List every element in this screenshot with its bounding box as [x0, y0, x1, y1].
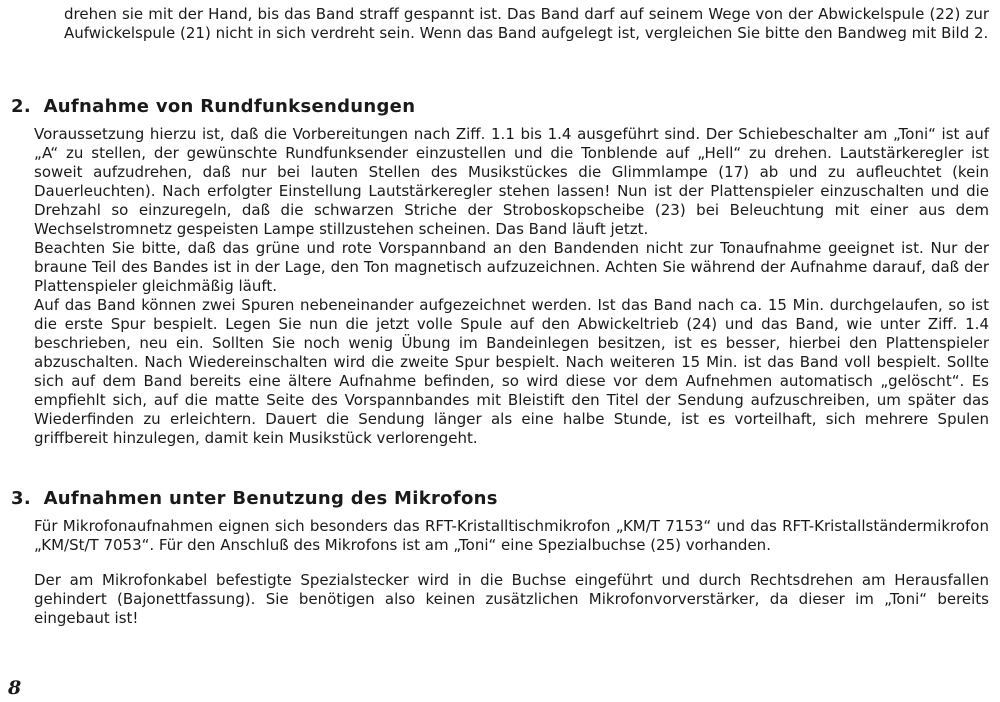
page-number: 8 [8, 677, 22, 699]
section-2-paragraph-3: Auf das Band können zwei Spuren nebeneinander aufgezeichnet werden. Ist das Band nach ca. 15 Min. durchgelaufen, so ist die erste Spur bespielt. Legen Sie nun die jetzt volle Spule auf den Abwickeltrieb (24) und das Band, wie unter Ziff. 1.4 beschrieben, neu ein. Sollten Sie noch wenig Übung im Bandeinlegen besitzen, ist es besser, hierbei den Plattenspieler abzuschalten. Nach Wiedereinschalten wird die zweite Spur bespielt. Nach weiteren 15 Min. ist das Band voll bespielt. Sollte sich auf dem Band bereits eine ältere Aufnahme befinden, so wird diese vor dem Aufnehmen automatisch „gelöscht“. Es empfiehlt sich, auf die matte Seite des Vorspannbandes mit Bleistift den Titel der Sendung aufzuschreiben, um später das Wiederfinden zu erleichtern. Dauert die Sendung länger als eine halbe Stunde, ist es vorteilhaft, sich mehrere Spulen griffbereit hinzulegen, damit kein Musikstück verlorengeht. [34, 296, 989, 447]
section-3-body-1 [34, 517, 989, 555]
section-3-number: 3. [11, 488, 31, 509]
section-3-paragraph-1: Für Mikrofonaufnahmen eignen sich besonders das RFT-Kristalltischmikrofon „KM/T 7153“ und das RFT-Kristallständermikrofon „KM/St/T 7053“. Für den Anschluß des Mikrofons ist am „Toni“ eine Spezialbuchse (25) vorhanden. [34, 517, 989, 554]
section-2-paragraph-1: Voraussetzung hierzu ist, daß die Vorbereitungen nach Ziff. 1.1 bis 1.4 ausgeführt sind. Der Schiebeschalter am „Toni“ ist auf „A“ zu stellen, der gewünschte Rundfunksender einzustellen und die Tonblende auf „Hell“ zu drehen. Lautstärkeregler ist soweit aufzudrehen, daß nur bei lauten Stellen des Musikstückes die Glimmlampe (17) ab und zu aufleuchtet (kein Dauerleuchten). Nach erfolgter Einstellung Lautstärkeregler stehen lassen! Nun ist der Plattenspieler einzuschalten und die Drehzahl so einzuregeln, daß die schwarzen Striche der Stroboskopscheibe (23) bei Beleuchtung mit einer aus dem Wechselstromnetz gespeisten Lampe stillzustehen scheinen. Das Band läuft jetzt. [34, 125, 989, 238]
intro-paragraph [64, 5, 989, 43]
section-3-heading [11, 488, 498, 510]
section-2-title: Aufnahme von Rundfunksendungen [43, 96, 416, 117]
section-2-number: 2. [11, 96, 31, 117]
section-3-paragraph-2: Der am Mikrofonkabel befestigte Spezialstecker wird in die Buchse eingeführt und durch Rechtsdrehen am Herausfallen gehindert (Bajonettfassung). Sie benötigen also keinen zusätzlichen Mikrofonvorverstärker, da dieser im „Toni“ bereits eingebaut ist! [34, 571, 989, 627]
section-3-title: Aufnahmen unter Benutzung des Mikrofons [43, 488, 498, 509]
section-2-paragraph-2: Beachten Sie bitte, daß das grüne und rote Vorspannband an den Bandenden nicht zur Tonaufnahme geeignet ist. Nur der braune Teil des Bandes ist in der Lage, den Ton magnetisch aufzuzeichnen. Achten Sie während der Aufnahme darauf, daß der Plattenspieler gleichmäßig läuft. [34, 239, 989, 295]
section-2-body [34, 125, 989, 448]
intro-text: drehen sie mit der Hand, bis das Band straff gespannt ist. Das Band darf auf seinem Wege von der Abwickelspule (22) zur Aufwickelspule (21) nicht in sich verdreht sein. Wenn das Band aufgelegt ist, vergleichen Sie bitte den Bandweg mit Bild 2. [64, 5, 989, 42]
section-3-body-2 [34, 571, 989, 628]
section-2-heading [11, 96, 415, 118]
